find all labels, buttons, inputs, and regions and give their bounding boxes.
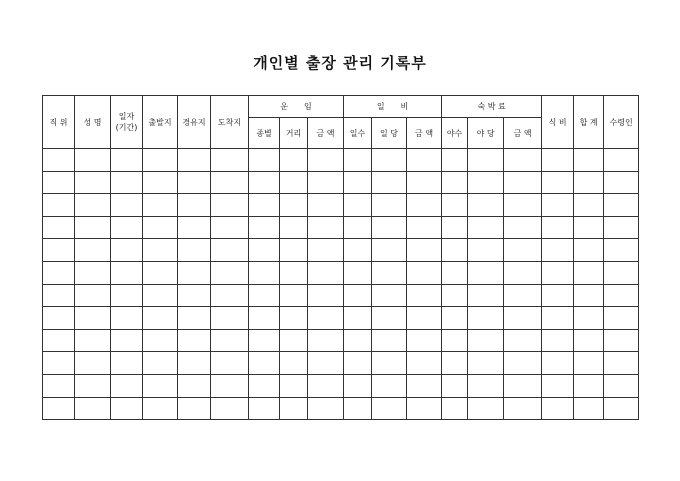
table-cell[interactable]: [211, 239, 249, 262]
table-cell[interactable]: [442, 149, 468, 172]
table-cell[interactable]: [211, 307, 249, 330]
table-cell[interactable]: [574, 239, 604, 262]
table-cell[interactable]: [468, 171, 504, 194]
table-row: [43, 216, 639, 239]
table-cell[interactable]: [468, 284, 504, 307]
table-cell[interactable]: [442, 239, 468, 262]
table-cell[interactable]: [442, 194, 468, 217]
header-daily-per-day: 일 당: [372, 118, 407, 149]
table-cell[interactable]: [344, 307, 372, 330]
header-meal: 식 비: [542, 96, 574, 149]
table-cell[interactable]: [75, 149, 111, 172]
table-cell[interactable]: [407, 329, 442, 352]
header-fare-type: 종별: [249, 118, 280, 149]
table-cell[interactable]: [280, 171, 308, 194]
table-cell[interactable]: [143, 171, 178, 194]
table-cell[interactable]: [280, 329, 308, 352]
table-cell[interactable]: [75, 352, 111, 375]
table-cell[interactable]: [407, 261, 442, 284]
table-cell[interactable]: [280, 307, 308, 330]
table-cell[interactable]: [143, 239, 178, 262]
table-cell[interactable]: [407, 149, 442, 172]
table-cell[interactable]: [308, 374, 344, 397]
table-cell[interactable]: [249, 284, 280, 307]
table-cell[interactable]: [468, 194, 504, 217]
table-cell[interactable]: [308, 216, 344, 239]
table-row: [43, 352, 639, 375]
table-cell[interactable]: [504, 374, 542, 397]
table-cell[interactable]: [43, 149, 75, 172]
table-cell[interactable]: [574, 307, 604, 330]
table-cell[interactable]: [604, 171, 639, 194]
table-cell[interactable]: [211, 171, 249, 194]
table-cell[interactable]: [308, 194, 344, 217]
table-cell[interactable]: [442, 307, 468, 330]
table-row: [43, 239, 639, 262]
table-cell[interactable]: [75, 374, 111, 397]
table-cell[interactable]: [542, 284, 574, 307]
table-cell[interactable]: [308, 149, 344, 172]
table-cell[interactable]: [143, 307, 178, 330]
table-cell[interactable]: [75, 397, 111, 420]
table-cell[interactable]: [211, 194, 249, 217]
table-cell[interactable]: [43, 194, 75, 217]
table-cell[interactable]: [280, 397, 308, 420]
table-cell[interactable]: [308, 397, 344, 420]
table-cell[interactable]: [344, 352, 372, 375]
table-cell[interactable]: [75, 216, 111, 239]
table-cell[interactable]: [604, 284, 639, 307]
table-cell[interactable]: [604, 194, 639, 217]
table-cell[interactable]: [178, 149, 211, 172]
table-cell[interactable]: [211, 397, 249, 420]
table-cell[interactable]: [308, 261, 344, 284]
header-via: 경유지: [178, 96, 211, 149]
table-cell[interactable]: [43, 397, 75, 420]
table-cell[interactable]: [280, 284, 308, 307]
table-cell[interactable]: [604, 352, 639, 375]
table-cell[interactable]: [211, 216, 249, 239]
table-cell[interactable]: [442, 329, 468, 352]
table-cell[interactable]: [372, 194, 407, 217]
table-cell[interactable]: [542, 239, 574, 262]
table-cell[interactable]: [111, 194, 143, 217]
table-cell[interactable]: [442, 374, 468, 397]
table-cell[interactable]: [574, 397, 604, 420]
table-cell[interactable]: [43, 284, 75, 307]
header-date-line1: 일자: [118, 112, 135, 121]
table-cell[interactable]: [43, 239, 75, 262]
table-cell[interactable]: [178, 352, 211, 375]
header-name: 성 명: [75, 96, 111, 149]
table-cell[interactable]: [111, 374, 143, 397]
table-row: [43, 284, 639, 307]
table-cell[interactable]: [504, 329, 542, 352]
table-cell[interactable]: [504, 397, 542, 420]
table-cell[interactable]: [111, 307, 143, 330]
table-cell[interactable]: [308, 307, 344, 330]
table-cell[interactable]: [75, 261, 111, 284]
table-cell[interactable]: [344, 216, 372, 239]
table-cell[interactable]: [249, 352, 280, 375]
table-cell[interactable]: [442, 397, 468, 420]
table-cell[interactable]: [178, 284, 211, 307]
table-cell[interactable]: [308, 329, 344, 352]
table-cell[interactable]: [344, 239, 372, 262]
table-cell[interactable]: [574, 352, 604, 375]
table-cell[interactable]: [43, 352, 75, 375]
table-cell[interactable]: [442, 216, 468, 239]
table-cell[interactable]: [308, 352, 344, 375]
table-cell[interactable]: [604, 216, 639, 239]
table-cell[interactable]: [111, 171, 143, 194]
table-cell[interactable]: [75, 284, 111, 307]
table-cell[interactable]: [111, 397, 143, 420]
header-date: [111, 96, 143, 149]
table-cell[interactable]: [468, 307, 504, 330]
header-lodging-amount: 금 액: [504, 118, 542, 149]
table-cell[interactable]: [143, 352, 178, 375]
table-cell[interactable]: [111, 352, 143, 375]
business-trip-record-table: [42, 95, 639, 420]
table-cell[interactable]: [111, 261, 143, 284]
table-cell[interactable]: [211, 374, 249, 397]
table-cell[interactable]: [75, 307, 111, 330]
table-cell[interactable]: [308, 239, 344, 262]
table-cell[interactable]: [344, 329, 372, 352]
table-cell[interactable]: [143, 216, 178, 239]
table-row: [43, 329, 639, 352]
table-cell[interactable]: [178, 194, 211, 217]
table-cell[interactable]: [504, 261, 542, 284]
table-cell[interactable]: [542, 374, 574, 397]
header-fare: 운 임: [249, 96, 344, 118]
table-cell[interactable]: [542, 194, 574, 217]
table-cell[interactable]: [111, 239, 143, 262]
table-cell[interactable]: [372, 216, 407, 239]
table-cell[interactable]: [504, 194, 542, 217]
table-cell[interactable]: [280, 216, 308, 239]
header-daily: 일 비: [344, 96, 442, 118]
table-cell[interactable]: [372, 329, 407, 352]
table-cell[interactable]: [407, 307, 442, 330]
table-cell[interactable]: [372, 307, 407, 330]
table-cell[interactable]: [574, 194, 604, 217]
table-cell[interactable]: [407, 352, 442, 375]
table-cell[interactable]: [143, 284, 178, 307]
table-row: [43, 397, 639, 420]
table-cell[interactable]: [468, 216, 504, 239]
table-cell[interactable]: [504, 171, 542, 194]
header-arrival: 도착지: [211, 96, 249, 149]
table-cell[interactable]: [280, 352, 308, 375]
table-cell[interactable]: [75, 329, 111, 352]
table-cell[interactable]: [574, 216, 604, 239]
table-cell[interactable]: [604, 149, 639, 172]
table-cell[interactable]: [542, 352, 574, 375]
table-cell[interactable]: [211, 352, 249, 375]
header-daily-amount: 금 액: [407, 118, 442, 149]
table-cell[interactable]: [75, 171, 111, 194]
table-cell[interactable]: [308, 171, 344, 194]
table-cell[interactable]: [574, 149, 604, 172]
table-cell[interactable]: [468, 329, 504, 352]
table-cell[interactable]: [442, 171, 468, 194]
table-cell[interactable]: [143, 374, 178, 397]
table-cell[interactable]: [111, 149, 143, 172]
table-cell[interactable]: [111, 216, 143, 239]
table-cell[interactable]: [211, 329, 249, 352]
header-total: 합 계: [574, 96, 604, 149]
table-cell[interactable]: [574, 374, 604, 397]
table-cell[interactable]: [372, 149, 407, 172]
table-cell[interactable]: [43, 307, 75, 330]
table-cell[interactable]: [143, 261, 178, 284]
table-cell[interactable]: [211, 149, 249, 172]
header-position: 직 위: [43, 96, 75, 149]
header-lodging: 숙 박 료: [442, 96, 542, 118]
table-cell[interactable]: [574, 329, 604, 352]
table-cell[interactable]: [504, 216, 542, 239]
table-cell[interactable]: [372, 171, 407, 194]
table-cell[interactable]: [280, 194, 308, 217]
table-cell[interactable]: [372, 397, 407, 420]
table-cell[interactable]: [344, 397, 372, 420]
header-row-top: [43, 96, 639, 118]
table-cell[interactable]: [504, 149, 542, 172]
header-lodging-nights: 야수: [442, 118, 468, 149]
table-cell[interactable]: [280, 261, 308, 284]
table-cell[interactable]: [442, 261, 468, 284]
table-cell[interactable]: [344, 284, 372, 307]
table-cell[interactable]: [43, 171, 75, 194]
table-cell[interactable]: [43, 374, 75, 397]
table-cell[interactable]: [178, 329, 211, 352]
table-cell[interactable]: [249, 216, 280, 239]
table-cell[interactable]: [344, 149, 372, 172]
table-row: [43, 374, 639, 397]
document-title: 개인별 출장 관리 기록부: [253, 54, 427, 72]
table-cell[interactable]: [178, 216, 211, 239]
table-cell[interactable]: [604, 261, 639, 284]
table-cell[interactable]: [468, 374, 504, 397]
table-cell[interactable]: [75, 194, 111, 217]
table-cell[interactable]: [542, 149, 574, 172]
table-cell[interactable]: [143, 397, 178, 420]
table-cell[interactable]: [344, 171, 372, 194]
table-cell[interactable]: [442, 284, 468, 307]
table-cell[interactable]: [504, 352, 542, 375]
table-cell[interactable]: [308, 284, 344, 307]
table-cell[interactable]: [574, 171, 604, 194]
table-cell[interactable]: [280, 149, 308, 172]
table-cell[interactable]: [542, 216, 574, 239]
table-cell[interactable]: [372, 239, 407, 262]
table-row: [43, 261, 639, 284]
table-cell[interactable]: [442, 352, 468, 375]
table-cell[interactable]: [468, 261, 504, 284]
table-cell[interactable]: [604, 329, 639, 352]
table-cell[interactable]: [604, 239, 639, 262]
table-cell[interactable]: [372, 284, 407, 307]
header-recipient: 수령인: [604, 96, 639, 149]
table-cell[interactable]: [372, 261, 407, 284]
table-cell[interactable]: [178, 261, 211, 284]
table-cell[interactable]: [280, 239, 308, 262]
table-cell[interactable]: [178, 307, 211, 330]
table-cell[interactable]: [249, 329, 280, 352]
header-lodging-per-night: 야 당: [468, 118, 504, 149]
table-cell[interactable]: [407, 239, 442, 262]
table-cell[interactable]: [407, 171, 442, 194]
table-cell[interactable]: [75, 239, 111, 262]
table-cell[interactable]: [604, 307, 639, 330]
table-cell[interactable]: [344, 194, 372, 217]
table-cell[interactable]: [407, 216, 442, 239]
table-cell[interactable]: [542, 171, 574, 194]
table-row: [43, 194, 639, 217]
table-cell[interactable]: [178, 239, 211, 262]
table-cell[interactable]: [407, 194, 442, 217]
table-cell[interactable]: [249, 239, 280, 262]
table-cell[interactable]: [178, 397, 211, 420]
table-cell[interactable]: [178, 171, 211, 194]
table-cell[interactable]: [504, 284, 542, 307]
table-cell[interactable]: [542, 329, 574, 352]
table-cell[interactable]: [344, 374, 372, 397]
table-row: [43, 307, 639, 330]
table-cell[interactable]: [468, 352, 504, 375]
table-cell[interactable]: [111, 284, 143, 307]
table-row: [43, 171, 639, 194]
table-cell[interactable]: [344, 261, 372, 284]
table-cell[interactable]: [542, 307, 574, 330]
table-cell[interactable]: [468, 149, 504, 172]
table-cell[interactable]: [468, 397, 504, 420]
table-cell[interactable]: [43, 329, 75, 352]
table-cell[interactable]: [604, 397, 639, 420]
table-cell[interactable]: [111, 329, 143, 352]
table-cell[interactable]: [504, 307, 542, 330]
header-fare-distance: 거리: [280, 118, 308, 149]
table-cell[interactable]: [504, 239, 542, 262]
table-row: [43, 149, 639, 172]
table-cell[interactable]: [407, 374, 442, 397]
header-daily-days: 일수: [344, 118, 372, 149]
table-cell[interactable]: [211, 284, 249, 307]
table-cell[interactable]: [574, 284, 604, 307]
table-cell[interactable]: [280, 374, 308, 397]
table-cell[interactable]: [249, 149, 280, 172]
table-cell[interactable]: [249, 307, 280, 330]
table-cell[interactable]: [542, 397, 574, 420]
table-cell[interactable]: [143, 329, 178, 352]
table-cell[interactable]: [249, 397, 280, 420]
header-date-line2: (기간): [115, 123, 138, 132]
table-cell[interactable]: [249, 261, 280, 284]
table-cell[interactable]: [249, 374, 280, 397]
table-cell[interactable]: [407, 284, 442, 307]
table-cell[interactable]: [249, 171, 280, 194]
table-cell[interactable]: [249, 194, 280, 217]
table-cell[interactable]: [372, 352, 407, 375]
table-cell[interactable]: [574, 261, 604, 284]
table-cell[interactable]: [542, 261, 574, 284]
table-cell[interactable]: [604, 374, 639, 397]
table-cell[interactable]: [372, 374, 407, 397]
table-cell[interactable]: [178, 374, 211, 397]
table-cell[interactable]: [43, 261, 75, 284]
table-cell[interactable]: [407, 397, 442, 420]
table-cell[interactable]: [211, 261, 249, 284]
header-fare-amount: 금 액: [308, 118, 344, 149]
table-cell[interactable]: [43, 216, 75, 239]
header-departure: 출발지: [143, 96, 178, 149]
table-cell[interactable]: [143, 194, 178, 217]
table-cell[interactable]: [143, 149, 178, 172]
table-cell[interactable]: [468, 239, 504, 262]
